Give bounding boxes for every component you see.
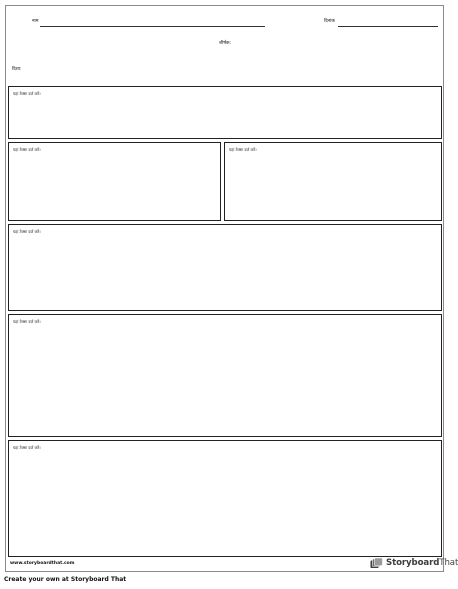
text-box-4-placeholder: यहां टेक्स्ट दर्ज करें। <box>13 229 41 234</box>
text-box-4[interactable] <box>8 224 442 311</box>
text-box-3[interactable] <box>224 142 442 221</box>
date-field-line[interactable] <box>338 26 438 27</box>
name-label: नाम <box>32 19 39 24</box>
storyboard-logo-icon <box>370 558 383 569</box>
title-label: शीर्षक: <box>219 41 232 46</box>
text-box-5-placeholder: यहां टेक्स्ट दर्ज करें। <box>13 319 41 324</box>
text-box-1[interactable] <box>8 86 442 139</box>
footer-url[interactable]: www.storyboardthat.com <box>10 561 75 566</box>
text-box-2[interactable] <box>8 142 221 221</box>
logo-word-that: That <box>439 557 458 568</box>
create-your-own-link[interactable]: Create your own at Storyboard That <box>4 576 127 583</box>
text-box-1-placeholder: यहां टेक्स्ट दर्ज करें। <box>13 91 41 96</box>
name-field-line[interactable] <box>40 26 265 27</box>
storyboardthat-logo[interactable] <box>370 557 458 569</box>
text-box-2-placeholder: यहां टेक्स्ट दर्ज करें। <box>13 147 41 152</box>
text-box-6[interactable] <box>8 440 442 557</box>
text-box-6-placeholder: यहां टेक्स्ट दर्ज करें। <box>13 445 41 450</box>
logo-wordmark <box>386 559 458 568</box>
text-box-5[interactable] <box>8 314 442 437</box>
logo-word-storyboard: Storyboard <box>386 557 440 568</box>
worksheet-page <box>5 5 444 572</box>
instructions-label: दिशा: <box>12 67 22 72</box>
text-box-3-placeholder: यहां टेक्स्ट दर्ज करें। <box>229 147 257 152</box>
date-label: दिनांक <box>324 19 335 24</box>
